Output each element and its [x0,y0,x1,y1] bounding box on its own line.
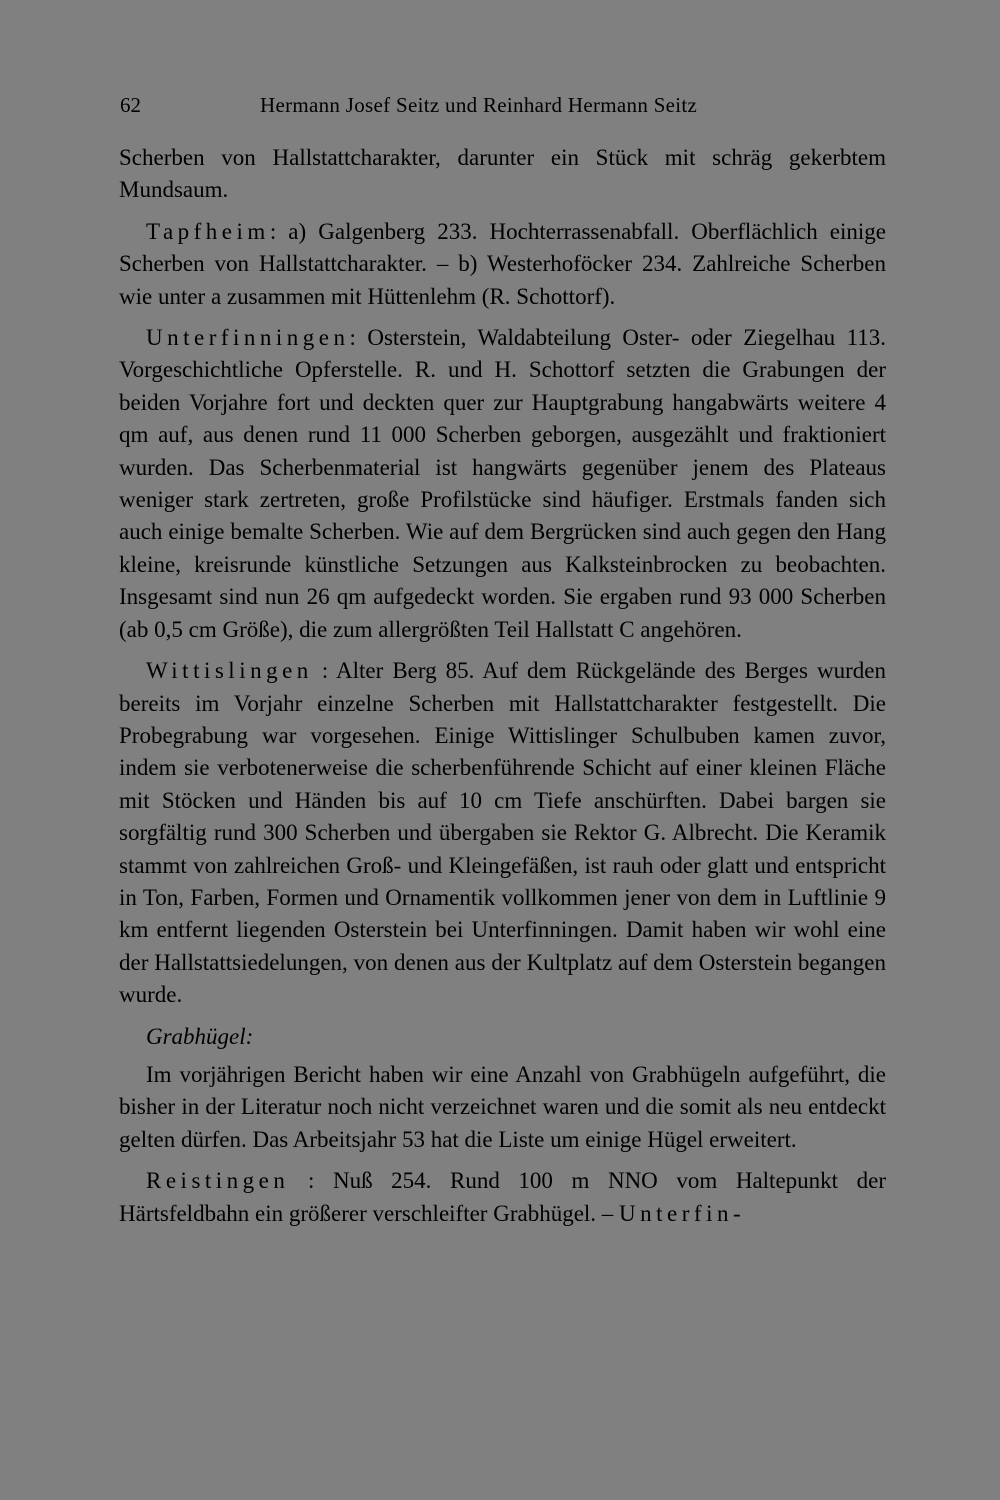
paragraph-continuation [119,142,886,207]
paragraph-tapfheim [119,216,886,313]
paragraph-unterfinningen [119,322,886,646]
section-heading: Grabhügel: [146,1023,254,1049]
paragraph-body: Scherben von Hallstattcharakter, darunter ein Stück mit schräg gekerbtem Mundsaum. [119,145,886,203]
paragraph-body: a) Galgenberg 233. Hochterrassenabfall. Oberflächlich einige Scherben von Hallstattcharakter. – b) Westerhoföcker 234. Zahlreiche Scherben wie unter a zusammen mit Hüttenlehm (R. Schottorf). [119,218,887,309]
separator: : [289,1168,333,1194]
paragraph-body: Nuß 254. Rund 100 m NNO vom Haltepunkt der Härtsfeldbahn ein größerer verschleifter Grabhügel. – [119,1168,886,1226]
running-head [120,90,750,120]
running-head-title: Hermann Josef Seitz und Reinhard Hermann Seitz [260,93,698,117]
page-number: 62 [120,93,141,117]
place-name-wittislingen: Wittislingen [146,658,313,684]
separator: : [349,325,368,351]
paragraph-grabhuegel-intro: Im vorjährigen Bericht haben wir eine Anzahl von Grabhügeln aufgeführt, die bisher in der Literatur noch nicht verzeichnet waren und die somit als neu entdeckt gelten dürfen. Das Arbeitsjahr 53 hat die Liste um einige Hügel erweitert. [119,1061,886,1152]
separator: : [269,218,289,244]
place-name-unterfinningen-continued: Unterfin- [619,1200,746,1226]
place-name-unterfinningen: Unterfinningen [146,325,350,351]
paragraph-body: Osterstein, Waldabteilung Oster- oder Ziegelhau 113. Vorgeschichtliche Opferstelle. R. und H. Schottorf setzten die Grabungen der beiden Vorjahre fort und deckten quer zur Hauptgrabung hangabwärts weitere 4 qm auf, aus denen rund 11 000 Scherben geborgen, ausgezählt und fraktioniert wurden. Das Scherbenmaterial ist hangwärts gegenüber jenem des Plateaus weniger stark zertreten, große Profilstücke sind häufiger. Erstmals fanden sich auch einige bemalte Scherben. Wie auf dem Bergrücken sind auch gegen den Hang kleine, kreisrunde künstliche Setzungen aus Kalksteinbrocken zu beobachten. Insgesamt sind nun 26 qm aufgedeckt worden. Sie ergaben rund 93 000 Scherben (ab 0,5 cm Größe), die zum allergrößten Teil Hallstatt C angehören. [119,325,886,642]
place-name-reistingen: Reistingen [146,1168,290,1194]
place-name-tapfheim: Tapfheim [146,218,270,244]
paragraph-wittislingen [119,655,886,1011]
body-text [119,142,886,1239]
paragraph-reistingen [119,1165,886,1230]
paragraph-body: Alter Berg 85. Auf dem Rückgelände des Berges wurden bereits im Vorjahr einzelne Scherben mit Hallstattcharakter festgestellt. Die Probegrabung war vorgesehen. Einige Wittislinger Schulbuben kamen zuvor, indem sie verbotenerweise die scherbenführende Schicht auf einer kleinen Fläche mit Stöcken und Händen bis auf 10 cm Tiefe anschürften. Dabei bargen sie sorgfältig rund 300 Scherben und übergaben sie Rektor G. Albrecht. Die Keramik stammt von zahlreichen Groß- und Kleingefäßen, ist rauh oder glatt und entspricht in Ton, Farben, Formen und Ornamentik vollkommen jener von dem in Luftlinie 9 km entfernt liegenden Osterstein bei Unterfinningen. Damit haben wir wohl eine der Hallstattsiedelungen, von denen aus der Kultplatz auf dem Osterstein begangen wurde. [119,658,886,1008]
separator: : [312,658,337,684]
